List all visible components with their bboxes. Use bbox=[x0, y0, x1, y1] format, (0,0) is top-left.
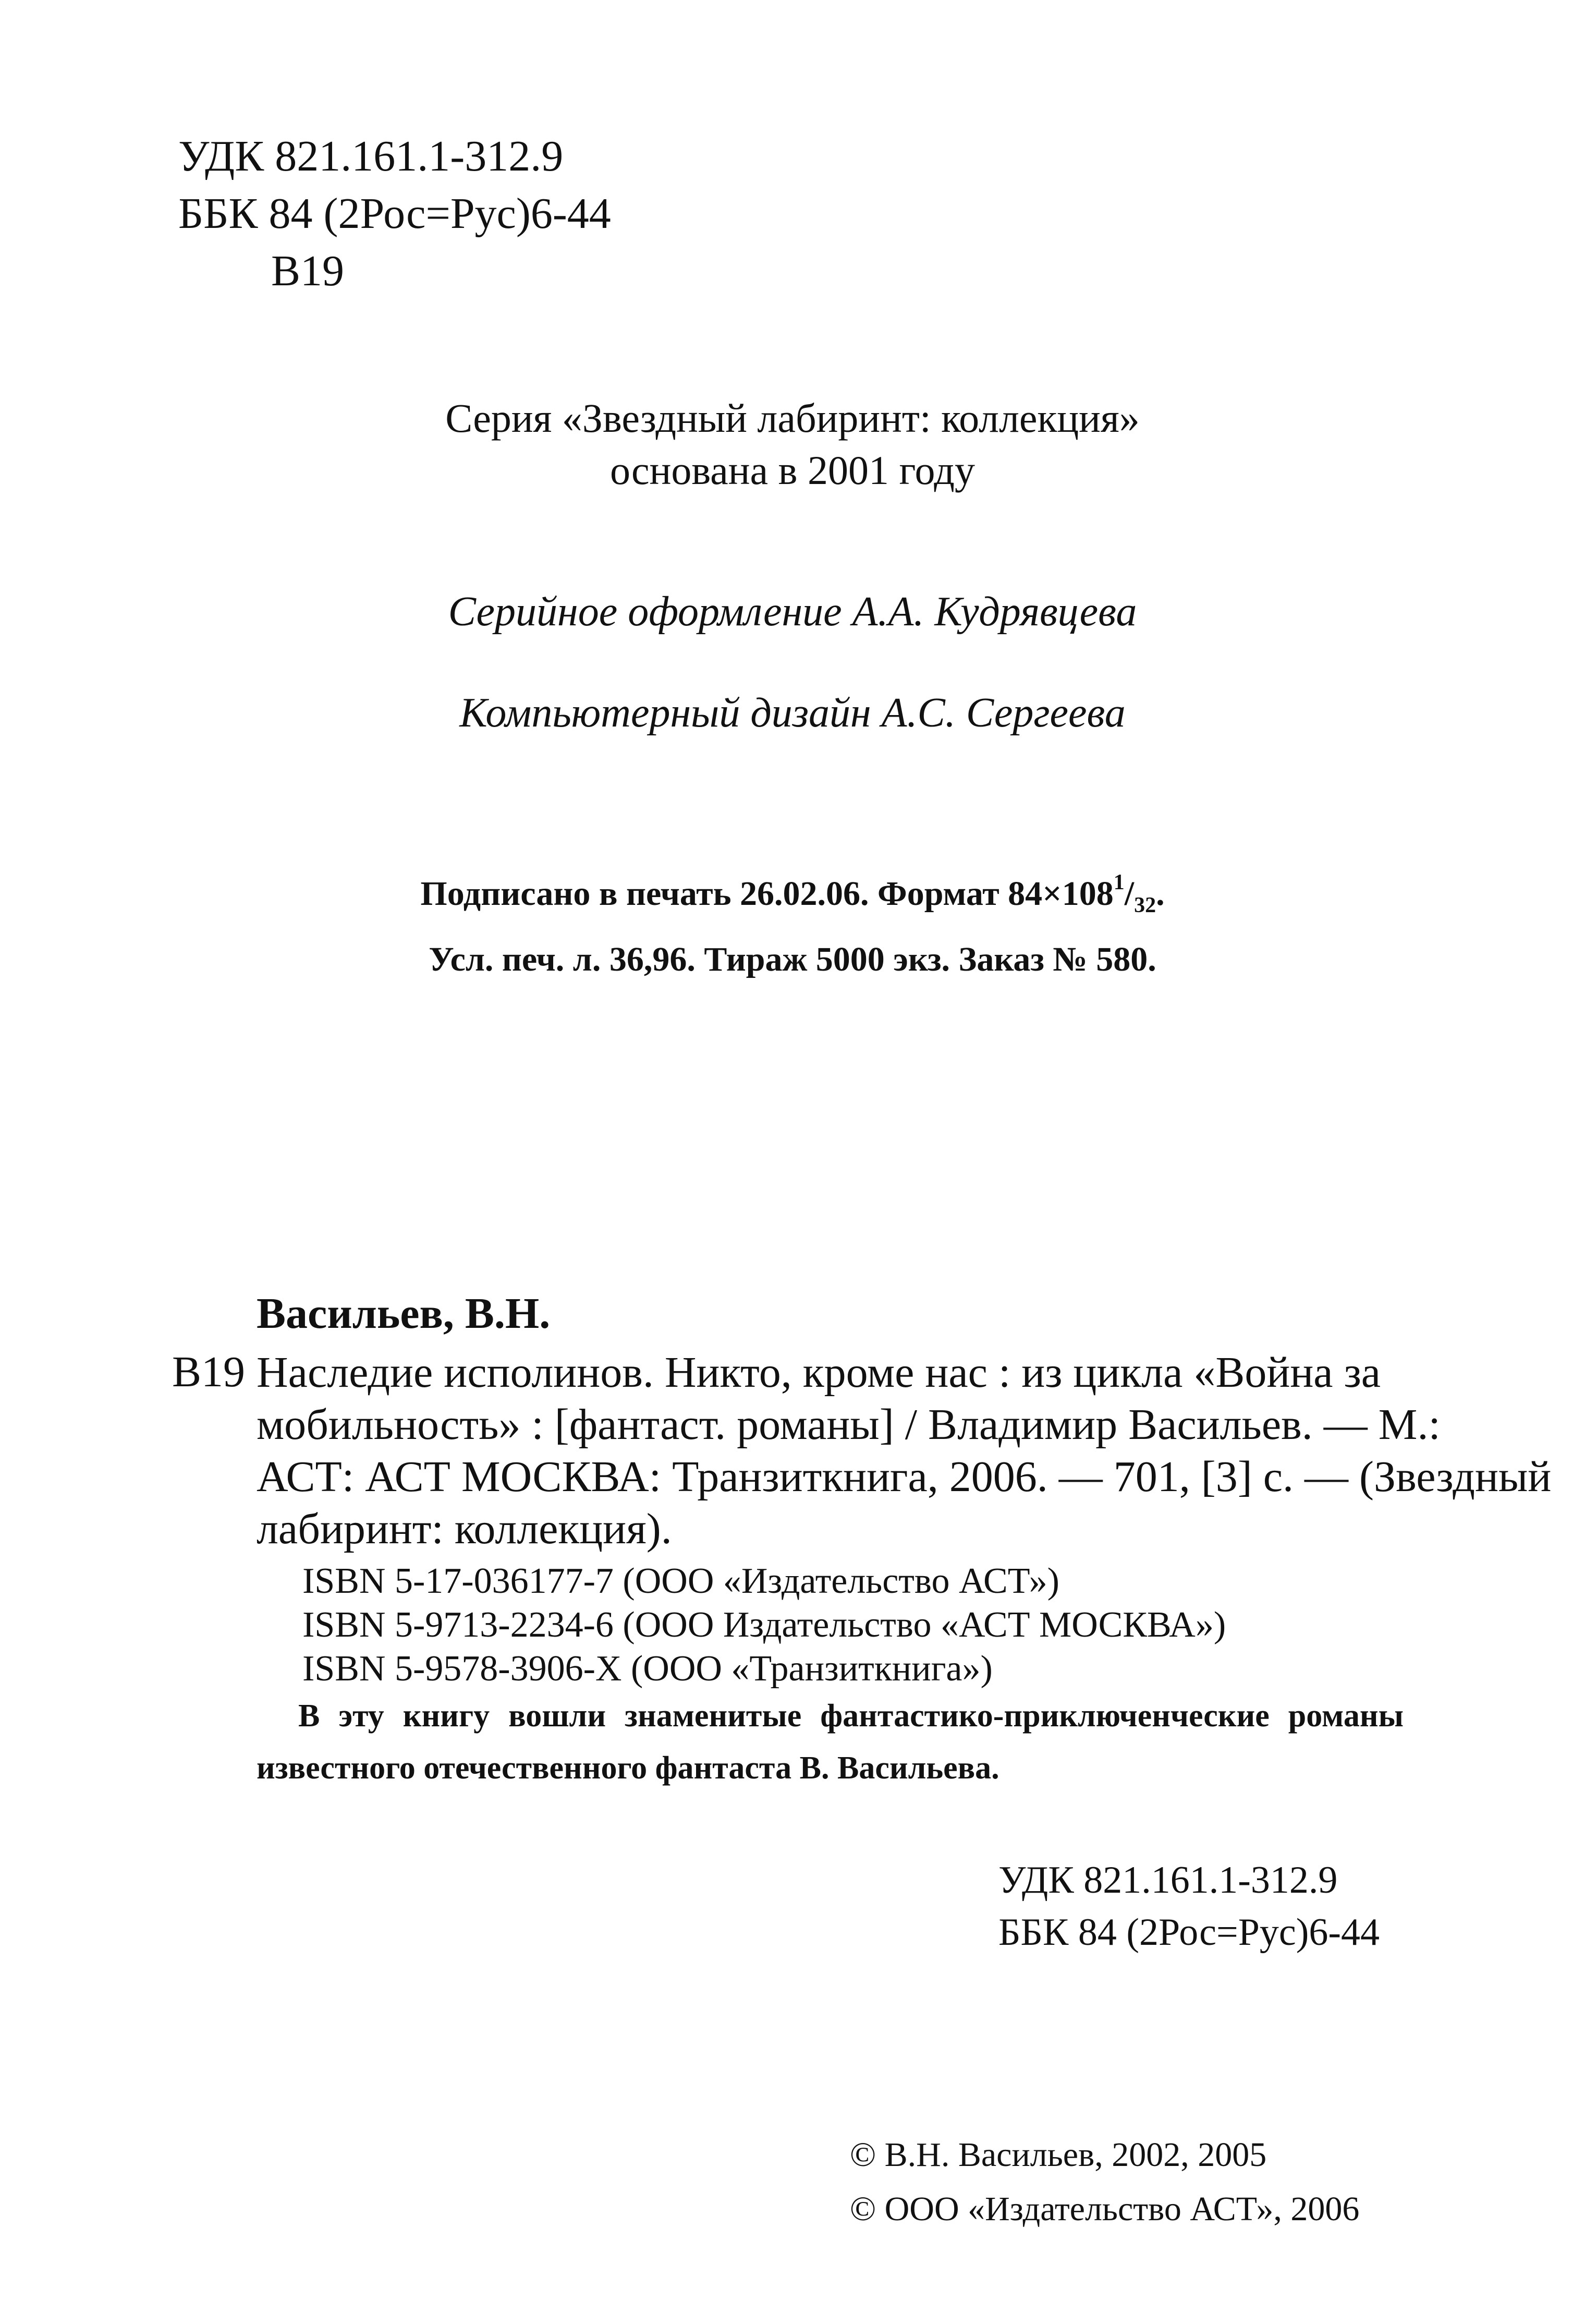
description-line: лабиринт: коллекция). bbox=[257, 1505, 672, 1553]
series-founded: основана в 2001 году bbox=[610, 447, 975, 493]
author-mark: В19 bbox=[271, 247, 345, 295]
isbn-list bbox=[302, 1559, 1226, 1691]
isbn-entry: ISBN 5-9578-3906-Х (ООО «Транзиткнига») bbox=[302, 1649, 993, 1689]
udk-code-bottom: УДК 821.161.1-312.9 bbox=[998, 1859, 1338, 1902]
series-design-credit: Серийное оформление А.А. Кудрявцева bbox=[448, 589, 1137, 635]
format-fraction-separator: / bbox=[1124, 875, 1135, 913]
catalog-author: Васильев, В.Н. bbox=[257, 1289, 551, 1338]
description-line: Наследие исполинов. Никто, кроме нас : из цикла «Война за bbox=[257, 1348, 1381, 1397]
udk-code: УДК 821.161.1-312.9 bbox=[178, 132, 564, 180]
copyright-author: © В.Н. Васильев, 2002, 2005 bbox=[850, 2136, 1267, 2174]
annotation bbox=[257, 1690, 1404, 1794]
series-title: Серия «Звездный лабиринт: коллекция» bbox=[445, 395, 1140, 441]
imprint-line-1-end: . bbox=[1156, 875, 1165, 913]
format-fraction-denominator: 32 bbox=[1134, 893, 1156, 917]
copyright-notice bbox=[850, 2128, 1359, 2236]
bottom-classification bbox=[998, 1854, 1380, 1958]
imprint-signed-format: Подписано в печать 26.02.06. Формат 84×108 bbox=[420, 875, 1114, 913]
imprint-line-1 bbox=[0, 855, 1585, 933]
series-info bbox=[0, 392, 1585, 497]
annotation-line-1 bbox=[257, 1690, 1404, 1742]
bbk-code: ББК 84 (2Рос=Рус)6-44 bbox=[178, 189, 611, 238]
catalog-code: В19 bbox=[172, 1348, 246, 1396]
print-imprint bbox=[0, 855, 1585, 987]
computer-design-credit: Компьютерный дизайн А.С. Сергеева bbox=[459, 690, 1126, 736]
copyright-publisher: © ООО «Издательство АСТ», 2006 bbox=[850, 2190, 1360, 2228]
top-classification bbox=[178, 128, 611, 300]
description-line: мобильность» : [фантаст. романы] / Владимир Васильев. — М.: bbox=[257, 1400, 1441, 1449]
annotation-line-2: известного отечественного фантаста В. Васильева. bbox=[257, 1750, 999, 1786]
annotation-text-1: В эту книгу вошли знаменитые фантастико-приключенческие романы bbox=[298, 1698, 1404, 1734]
isbn-entry: ISBN 5-17-036177-7 (ООО «Издательство АСТ») bbox=[302, 1561, 1059, 1601]
bbk-code-bottom: ББК 84 (2Рос=Рус)6-44 bbox=[998, 1911, 1380, 1954]
format-fraction-numerator: 1 bbox=[1113, 870, 1125, 894]
isbn-entry: ISBN 5-9713-2234-6 (ООО Издательство «АСТ МОСКВА») bbox=[302, 1605, 1226, 1645]
imprint-line-2: Усл. печ. л. 36,96. Тираж 5000 экз. Заказ № 580. bbox=[429, 940, 1156, 978]
catalog-description bbox=[257, 1347, 1552, 1555]
description-line: АСТ: АСТ МОСКВА: Транзиткнига, 2006. — 701, [3] с. — (Звездный bbox=[257, 1452, 1552, 1501]
